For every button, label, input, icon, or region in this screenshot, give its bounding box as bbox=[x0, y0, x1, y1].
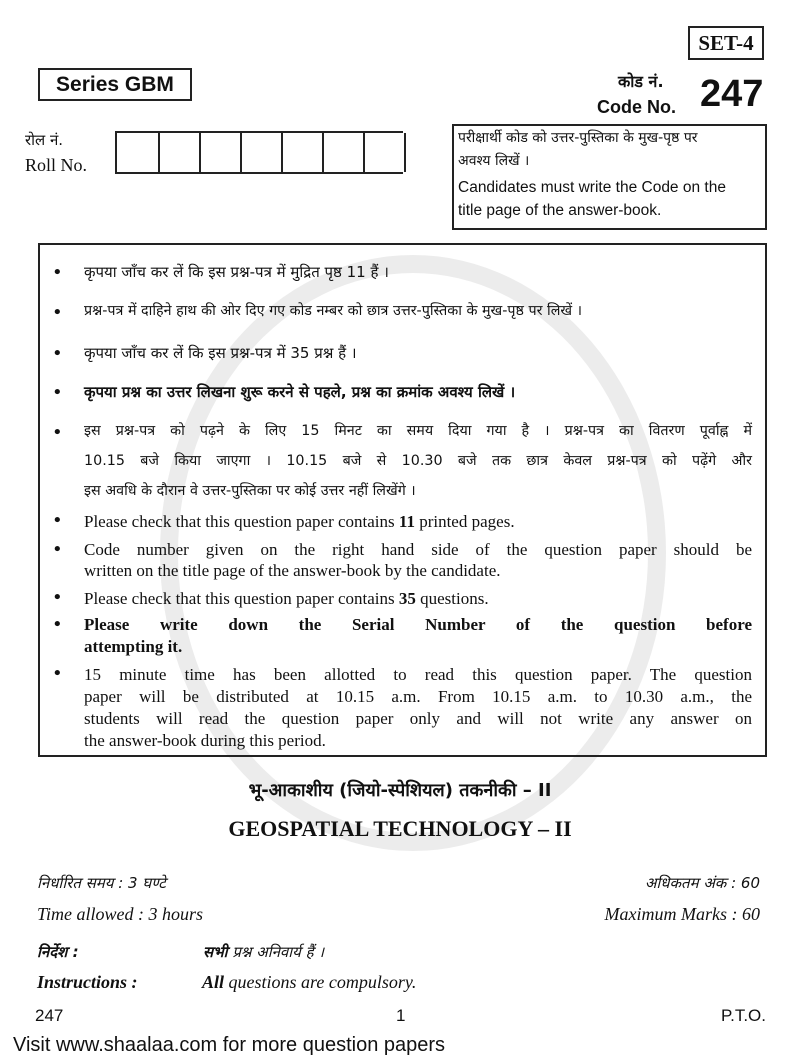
instruction-hi-5a: इस प्रश्न-पत्र को पढ़ने के लिए 15 मिनट का समय दिया गया है । प्रश्न-पत्र का वितरण पूर्वाह्न में bbox=[84, 423, 752, 439]
code-note-hi-2: अवश्य लिखें । bbox=[458, 153, 530, 169]
bullet: • bbox=[52, 663, 63, 684]
instruction-en-2b: written on the title page of the answer-book by the candidate. bbox=[84, 561, 501, 580]
bullet: • bbox=[52, 587, 63, 608]
roll-number-boxes[interactable] bbox=[115, 131, 403, 174]
instruction-hi-3: कृपया जाँच कर लें कि इस प्रश्न-पत्र में 35 प्रश्न हैं । bbox=[84, 344, 357, 362]
max-marks-en: Maximum Marks : 60 bbox=[604, 904, 760, 924]
subject-title-hi: भू-आकाशीय (जियो-स्पेशियल) तकनीकी – II bbox=[248, 780, 552, 801]
page-number: 1 bbox=[396, 1006, 406, 1025]
instruction-hi-5b: 10.15 बजे किया जाएगा । 10.15 बजे से 10.30 बजे तक छात्र केवल प्रश्न-पत्र को पढ़ेंगे और bbox=[84, 453, 752, 469]
code-note-en-2: title page of the answer-book. bbox=[458, 202, 662, 219]
subject-title-en: GEOSPATIAL TECHNOLOGY – II bbox=[228, 816, 572, 841]
bullet: • bbox=[52, 262, 63, 283]
footer-code: 247 bbox=[35, 1006, 64, 1025]
bullet: • bbox=[52, 302, 63, 323]
code-note-box bbox=[452, 124, 767, 230]
pto-label: P.T.O. bbox=[720, 1006, 766, 1025]
instruction-hi-1: कृपया जाँच कर लें कि इस प्रश्न-पत्र में मुद्रित पृष्ठ 11 हैं । bbox=[84, 263, 389, 281]
bullet: • bbox=[52, 422, 63, 443]
instruction-hi-2: प्रश्न-पत्र में दाहिने हाथ की ओर दिए गए कोड नम्बर को छात्र उत्तर-पुस्तिका के मुख-पृष्ठ पर लिखें । bbox=[84, 303, 583, 319]
max-marks-hi: अधिकतम अंक : 60 bbox=[644, 874, 760, 892]
set-badge: SET-4 bbox=[688, 26, 764, 60]
instruction-en-5b: paper will be distributed at 10.15 a.m. From 10.15 a.m. to 10.30 a.m., the bbox=[84, 687, 752, 706]
instruction-en-4b: attempting it. bbox=[84, 637, 183, 656]
time-allowed-hi: निर्धारित समय : 3 घण्टे bbox=[37, 874, 166, 892]
code-label-hi: कोड नं. bbox=[618, 72, 664, 91]
instruction-en-3: Please check that this question paper contains 35 questions. bbox=[84, 589, 489, 608]
code-note-hi-1: परीक्षार्थी कोड को उत्तर-पुस्तिका के मुख-पृष्ठ पर bbox=[458, 130, 698, 146]
instruction-hi-4: कृपया प्रश्न का उत्तर लिखना शुरू करने से पहले, प्रश्न का क्रमांक अवश्य लिखें । bbox=[84, 383, 516, 401]
bullet: • bbox=[52, 510, 63, 531]
instruction-en-1: Please check that this question paper contains 11 printed pages. bbox=[84, 512, 515, 531]
bullet: • bbox=[52, 539, 63, 560]
shaalaa-link[interactable]: Visit www.shaalaa.com for more question papers bbox=[13, 1034, 446, 1056]
instruction-en-5c: students will read the question paper only and will not write any answer on bbox=[84, 709, 752, 728]
instructions-label-hi: निर्देश : bbox=[37, 943, 79, 961]
bullet: • bbox=[52, 614, 63, 635]
code-note-en-1: Candidates must write the Code on the bbox=[458, 179, 726, 196]
instructions-text-en: All questions are compulsory. bbox=[202, 972, 417, 992]
code-label-en: Code No. bbox=[597, 97, 676, 117]
roll-label-hi: रोल नं. bbox=[25, 131, 64, 149]
bullet: • bbox=[52, 343, 63, 364]
bullet: • bbox=[52, 382, 63, 403]
instructions-text-hi: सभी प्रश्न अनिवार्य हैं । bbox=[203, 943, 325, 961]
instruction-en-4a: Please write down the Serial Number of the question before bbox=[84, 615, 752, 634]
instruction-en-5d: the answer-book during this period. bbox=[84, 731, 326, 750]
series-badge: Series GBM bbox=[38, 68, 192, 101]
code-number: 247 bbox=[700, 73, 764, 115]
roll-label-en: Roll No. bbox=[25, 155, 88, 175]
time-allowed-en: Time allowed : 3 hours bbox=[37, 904, 204, 924]
instruction-hi-5c: इस अवधि के दौरान वे उत्तर-पुस्तिका पर कोई उत्तर नहीं लिखेंगे । bbox=[84, 483, 416, 499]
instruction-en-5a: 15 minute time has been allotted to read this question paper. The question bbox=[84, 665, 752, 684]
instruction-en-2a: Code number given on the right hand side of the question paper should be bbox=[84, 540, 752, 559]
instructions-label-en: Instructions : bbox=[37, 972, 138, 992]
